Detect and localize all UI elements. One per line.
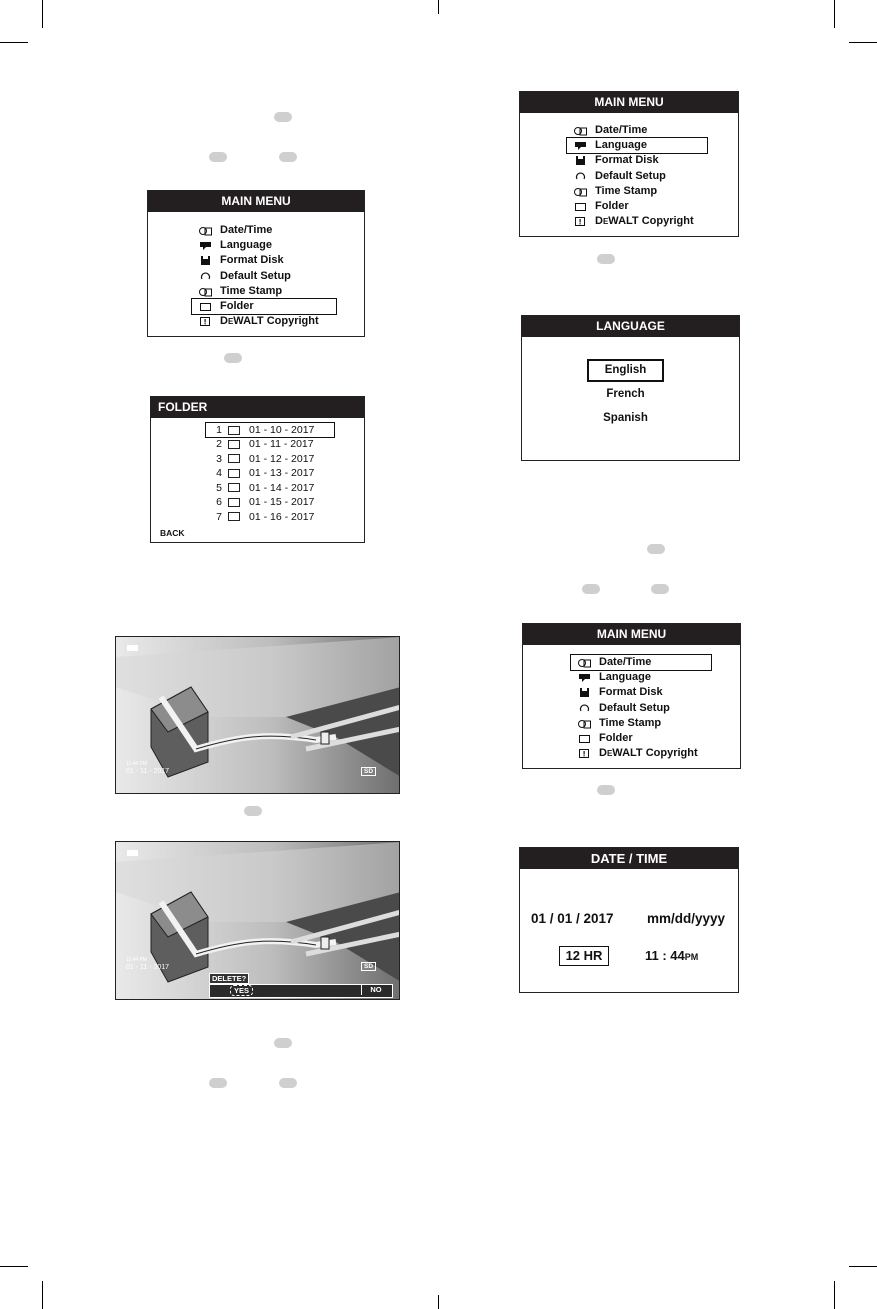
floppy-disk-icon <box>199 255 212 266</box>
menu-list <box>196 223 336 329</box>
folder-icon <box>199 301 212 312</box>
folder-icon <box>228 483 240 492</box>
button-pill-icon <box>597 785 615 795</box>
menu-item-format-disk[interactable]: Format Disk <box>196 253 336 268</box>
sd-card-icon: SD <box>361 962 376 971</box>
folder-icon <box>228 469 240 478</box>
folder-icon <box>228 498 240 507</box>
clock-icon <box>574 125 587 136</box>
folder-row[interactable]: 2 01 - 11 - 2017 <box>216 438 314 450</box>
delete-dialog <box>209 973 393 998</box>
folder-icon <box>574 201 587 212</box>
menu-item-default-setup[interactable]: Default Setup <box>196 269 336 284</box>
button-pill-icon <box>651 584 669 594</box>
screen-title: MAIN MENU <box>523 624 740 645</box>
screen-title: MAIN MENU <box>148 191 364 212</box>
folder-icon <box>228 512 240 521</box>
screen-title: MAIN MENU <box>520 92 738 113</box>
menu-item-time-stamp[interactable]: Time Stamp <box>571 184 711 199</box>
reset-arrow-icon <box>578 703 591 714</box>
button-pill-icon <box>274 1038 292 1048</box>
crop-mark <box>42 0 43 28</box>
menu-item-format-disk[interactable]: Format Disk <box>571 153 711 168</box>
sd-card-icon: SD <box>361 767 376 776</box>
button-pill-icon <box>274 112 292 122</box>
crop-mark <box>849 42 877 43</box>
screen-title: LANGUAGE <box>522 316 739 337</box>
crop-mark <box>849 1266 877 1267</box>
button-pill-icon <box>209 1078 227 1088</box>
delete-prompt: DELETE? <box>209 973 249 984</box>
crop-mark <box>438 1295 439 1309</box>
floppy-disk-icon <box>574 155 587 166</box>
menu-list <box>575 655 715 761</box>
speech-bubble-icon <box>574 140 587 151</box>
indicator-icon <box>127 850 138 856</box>
indicator-icon <box>127 645 138 651</box>
camera-view <box>115 636 400 794</box>
button-pill-icon <box>279 1078 297 1088</box>
menu-item-copyright[interactable]: DEWALT Copyright <box>571 214 711 229</box>
date-time-screen <box>519 847 739 993</box>
folder-row[interactable]: 3 01 - 12 - 2017 <box>216 452 315 465</box>
date-value[interactable]: 01 / 01 / 2017 <box>531 911 614 926</box>
menu-list <box>571 123 711 229</box>
menu-item-time-stamp[interactable]: Time Stamp <box>196 284 336 299</box>
back-button[interactable]: BACK <box>160 528 185 538</box>
menu-item-folder[interactable]: Folder <box>571 199 711 214</box>
menu-item-date-time[interactable]: Date/Time <box>571 123 711 138</box>
folder-row[interactable]: 1 01 - 10 - 2017 <box>206 423 334 437</box>
main-menu-screen <box>519 91 739 237</box>
folder-icon <box>228 440 240 449</box>
clock-icon <box>578 718 591 729</box>
clock-icon <box>199 225 212 236</box>
language-option-spanish[interactable]: Spanish <box>603 412 648 424</box>
speech-bubble-icon <box>199 240 212 251</box>
menu-item-copyright[interactable]: DEWALT Copyright <box>196 314 336 329</box>
folder-row[interactable]: 7 01 - 16 - 2017 <box>216 510 315 523</box>
exclamation-box-icon <box>578 748 591 759</box>
folder-row[interactable]: 4 01 - 13 - 2017 <box>216 467 315 479</box>
speech-bubble-icon <box>578 672 591 683</box>
crop-mark <box>834 1281 835 1309</box>
menu-item-date-time[interactable]: Date/Time <box>196 223 336 238</box>
timestamp-time: 11:44 PM <box>126 761 148 767</box>
crop-mark <box>834 0 835 28</box>
exclamation-box-icon <box>199 316 212 327</box>
timestamp-date: 01 - 11 - 2017 <box>126 964 170 971</box>
language-option-french[interactable]: French <box>606 388 645 400</box>
folder-row[interactable]: 6 01 - 15 - 2017 <box>216 496 315 508</box>
reset-arrow-icon <box>199 271 212 282</box>
floppy-disk-icon <box>578 687 591 698</box>
menu-item-default-setup[interactable]: Default Setup <box>571 169 711 184</box>
button-pill-icon <box>647 544 665 554</box>
menu-item-language[interactable]: Language <box>567 138 707 153</box>
camera-view-delete <box>115 841 400 1000</box>
folder-icon <box>578 733 591 744</box>
screen-title: FOLDER <box>151 397 364 418</box>
folder-screen <box>150 396 365 543</box>
main-menu-screen <box>147 190 365 337</box>
folder-row[interactable]: 5 01 - 14 - 2017 <box>216 481 315 494</box>
crop-mark <box>0 1266 28 1267</box>
timestamp-date: 01 - 11 - 2017 <box>126 768 170 775</box>
yes-button[interactable]: YES <box>230 985 253 996</box>
menu-item-folder[interactable]: Folder <box>192 299 336 314</box>
hour-mode-toggle[interactable]: 12 HR <box>559 946 609 966</box>
main-menu-screen <box>522 623 741 769</box>
date-format: mm/dd/yyyy <box>647 911 726 926</box>
button-pill-icon <box>279 152 297 162</box>
menu-item-language[interactable]: Language <box>575 670 715 685</box>
exclamation-box-icon <box>574 216 587 227</box>
menu-item-default-setup[interactable]: Default Setup <box>575 701 715 716</box>
clock-icon <box>578 657 591 668</box>
no-button[interactable]: NO <box>361 985 390 995</box>
folder-icon <box>228 454 240 463</box>
timestamp-time: 11:44 PM <box>126 957 148 963</box>
button-pill-icon <box>209 152 227 162</box>
folder-icon <box>228 426 240 435</box>
menu-item-format-disk[interactable]: Format Disk <box>575 685 715 700</box>
button-pill-icon <box>582 584 600 594</box>
menu-item-folder[interactable]: Folder <box>575 731 715 746</box>
button-pill-icon <box>224 353 242 363</box>
menu-item-date-time[interactable]: Date/Time <box>571 655 711 670</box>
clock-icon <box>199 286 212 297</box>
menu-item-language[interactable]: Language <box>196 238 336 253</box>
crop-mark <box>0 42 28 43</box>
menu-item-copyright[interactable]: DEWALT Copyright <box>575 746 715 761</box>
button-pill-icon <box>244 806 262 816</box>
crop-mark <box>42 1281 43 1309</box>
language-screen <box>521 315 740 461</box>
language-option-english[interactable]: English <box>587 359 664 382</box>
time-value[interactable]: 11 : 44PM <box>645 948 699 963</box>
screen-title: DATE / TIME <box>520 848 738 869</box>
reset-arrow-icon <box>574 171 587 182</box>
button-pill-icon <box>597 254 615 264</box>
clock-icon <box>574 186 587 197</box>
menu-item-time-stamp[interactable]: Time Stamp <box>575 716 715 731</box>
crop-mark <box>438 0 439 14</box>
